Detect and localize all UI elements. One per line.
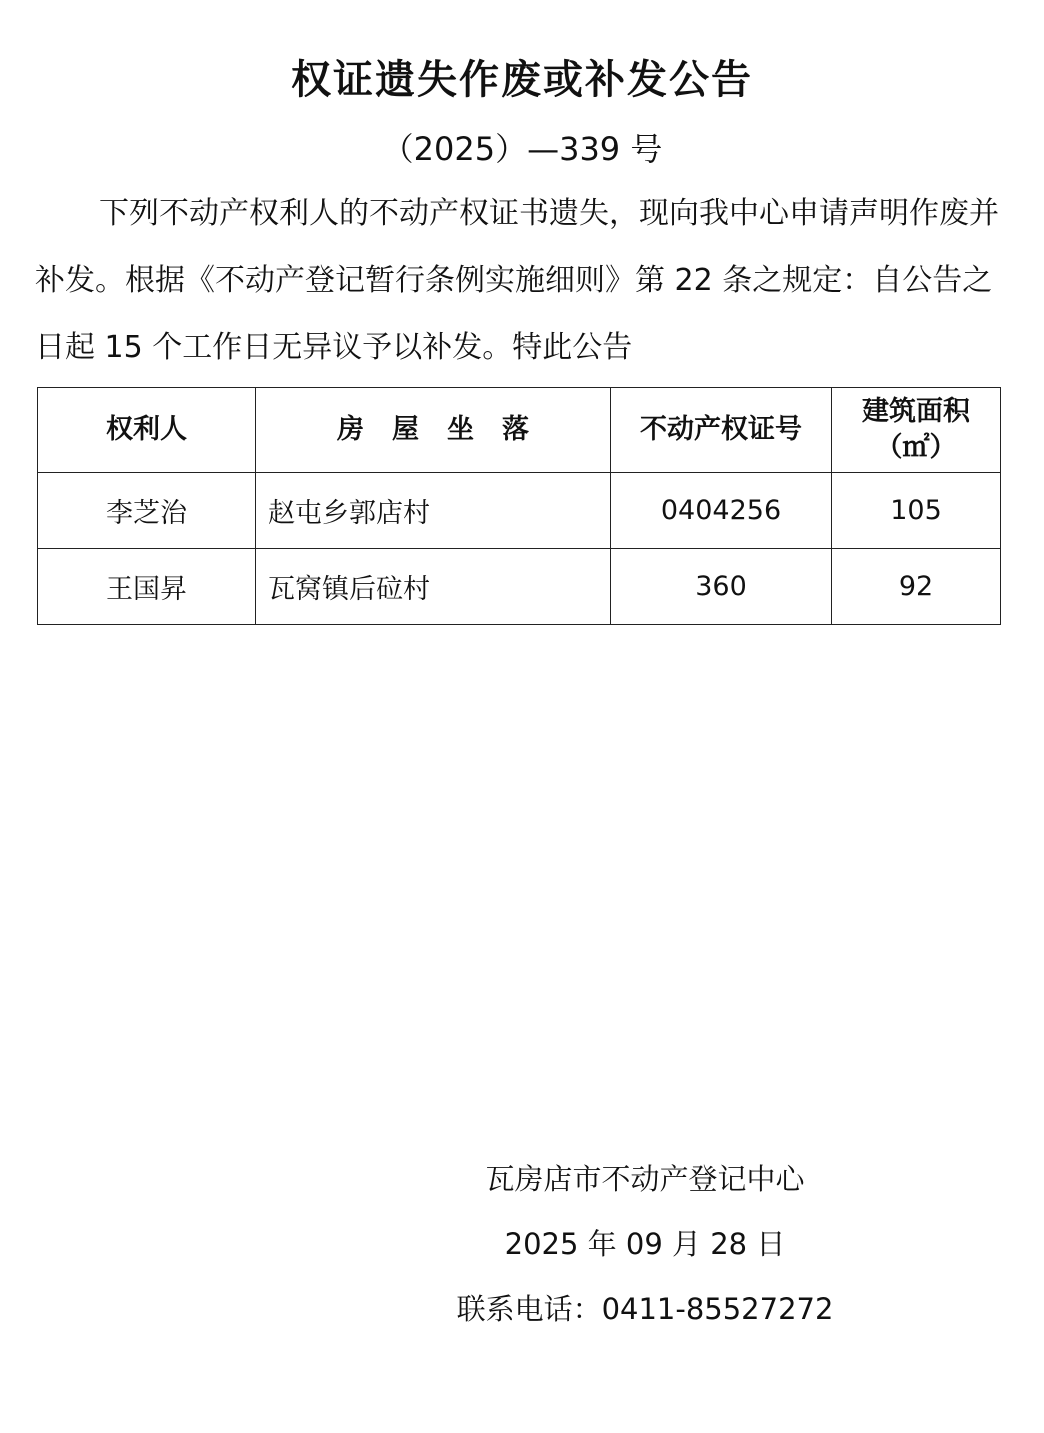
header-location-char: 屋 xyxy=(392,414,419,445)
cell-cert-no: 360 xyxy=(611,549,832,625)
issuer-name: 瓦房店市不动产登记中心 xyxy=(485,1162,805,1196)
notice-title: 权证遗失作废或补发公告 xyxy=(291,57,753,103)
certificate-table xyxy=(37,387,1001,625)
cell-area: 105 xyxy=(832,473,1001,549)
header-area-line2: （㎡） xyxy=(875,432,957,463)
table-row xyxy=(38,549,1001,625)
header-area xyxy=(832,388,1001,473)
cell-location: 瓦窝镇后砬村 xyxy=(256,549,611,625)
header-area-line1: 建筑面积 xyxy=(862,396,970,427)
notice-paragraph-text: 下列不动产权利人的不动产权证书遗失，现向我中心申请声明作废并补发。根据《不动产登记暂行条例实施细则》第 22 条之规定：自公告之日起 15 个工作日无异议予以补发。特此公告 xyxy=(35,196,999,365)
cell-holder: 王国昇 xyxy=(38,549,256,625)
cell-location: 赵屯乡郭店村 xyxy=(256,473,611,549)
header-holder: 权利人 xyxy=(38,388,256,473)
notice-paragraph xyxy=(35,180,1010,381)
header-location-char: 坐 xyxy=(447,414,474,445)
issue-date: 2025 年 09 月 28 日 xyxy=(504,1227,786,1261)
header-cert-no: 不动产权证号 xyxy=(611,388,832,473)
header-location-char: 落 xyxy=(502,414,529,445)
table-header-row xyxy=(38,388,1001,473)
cell-area: 92 xyxy=(832,549,1001,625)
contact-phone: 联系电话：0411-85527272 xyxy=(456,1292,834,1326)
header-location xyxy=(256,388,611,473)
notice-number: （2025）—339 号 xyxy=(381,130,663,168)
cell-cert-no: 0404256 xyxy=(611,473,832,549)
cell-holder: 李芝治 xyxy=(38,473,256,549)
header-location-char: 房 xyxy=(337,414,364,445)
table-row xyxy=(38,473,1001,549)
